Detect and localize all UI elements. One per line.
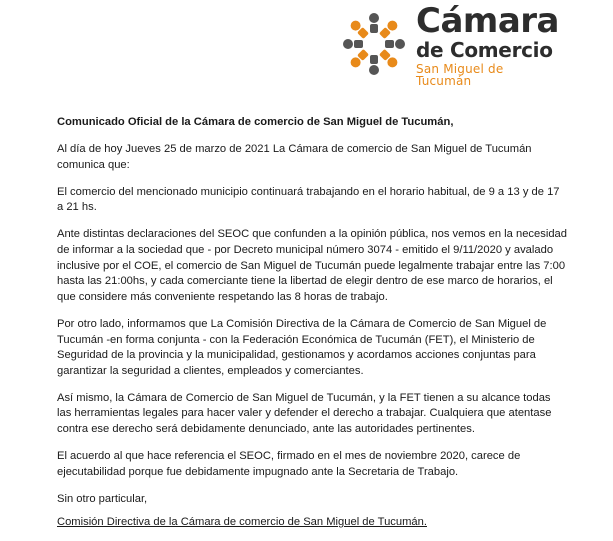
logo-wordmark (416, 1, 559, 88)
logo-subtitle: de Comercio (416, 38, 553, 62)
paragraph-security: Por otro lado, informamos que La Comisión Directiva de la Cámara de Comercio de San Miguel de Tucumán -en forma conjunta - con la Federación Económica de Tucumán (FET), el Ministerio de Seguridad de la provincia y la municipalidad, gestionamos y acordamos acciones conjuntas para garantizar la seguridad a clientes, empleados y comerciantes. (57, 317, 547, 377)
paragraph-decree: Ante distintas declaraciones del SEOC que confunden a la opinión pública, nos vemos en la necesidad de informar a la sociedad que - por Decreto municipal número 3074 - emitido el 9/11/2020 y avalado inclusive por el COE, el comercio de San Miguel de Tucumán puede legalmente trabajar entre las 7:00 hasta las 21:00hs, y cada comerciante tiene la libertad de elegir dentro de ese marco de horarios, el que considere más conveniente respetando las 8 horas de trabajo. (57, 228, 567, 303)
paragraph-hours: El comercio del mencionado municipio continuará trabajando en el horario habitual, de 9 a 13 y de 17 a 21 hs. (57, 185, 560, 214)
document-heading: Comunicado Oficial de la Cámara de comercio de San Miguel de Tucumán, (57, 116, 454, 128)
paragraph-intro: Al día de hoy Jueves 25 de marzo de 2021 La Cámara de comercio de San Miguel de Tucumán comunica que: (57, 143, 532, 171)
paragraph-legal: Así mismo, la Cámara de Comercio de San Miguel de Tucumán, y la FET tienen a su alcance todas las herramientas legales para hacer valer y defender el derecho a trabajar. Cualquiera que atentase contra ese derecho será debidamente denunciado, ante las autoridades pertinentes. (57, 391, 552, 435)
logo-location: San Miguel de Tucumán (416, 62, 504, 88)
chamber-logo (340, 1, 559, 88)
document-signature: Comisión Directiva de la Cámara de comercio de San Miguel de Tucumán. (57, 516, 427, 528)
gear-people-logo-icon (340, 10, 408, 78)
logo-title: Cámara (416, 1, 559, 41)
paragraph-agreement: El acuerdo al que hace referencia el SEOC, firmado en el mes de noviembre 2020, carece de ejecutabilidad porque fue debidamente impugnado ante la Secretaria de Trabajo. (57, 450, 521, 478)
paragraph-closing: Sin otro particular, (57, 492, 148, 505)
document-body (57, 115, 567, 519)
